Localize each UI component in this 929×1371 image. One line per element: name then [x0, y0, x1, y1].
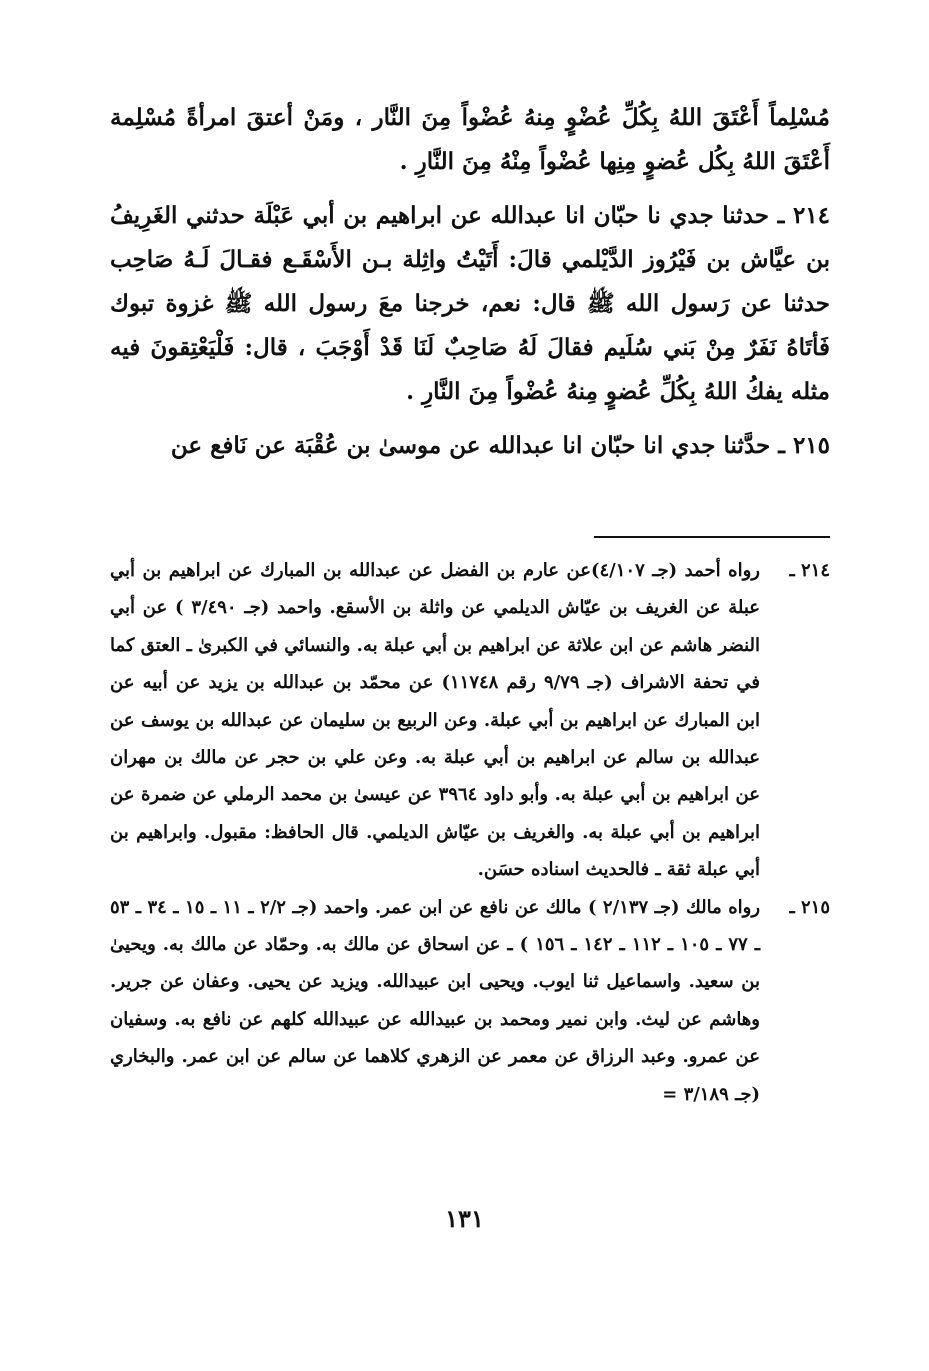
footnotes-section: [110, 552, 830, 1113]
continuation-paragraph: [110, 96, 830, 184]
hadith-214-text: حدثنا جدي نا حبّان انا عبدالله عن ابراهيم بن أبي عَبْلَة حدثني الغَرِيفُ بن عيَّاش بن فَيْرُوز الدَّيْلمي قالَ: أَتَيْتُ واثِلة بـن الأَسْقَـع فقـالَ لَـهُ صَاحِب حدثنا عن رَسول الله ﷺ قال: نعم، خرجنا معَ رسول الله ﷺ غزوة تبوك فَأتَاهُ نَفَرٌ مِنْ بَني سُلَيم فقالَ لَهُ صَاحِبٌ لَنَا قَدْ أَوْجَبَ ، قال: فَلْيَعْتِقونَ فيه مثله يفكُ اللهُ بِكُلِّ عُضوٍ مِنهُ عُضْواً مِنَ النَّارِ .: [110, 202, 830, 405]
footnote-214-text: رواه أحمد (جـ ٤/١٠٧)عن عارم بن الفضل عن عبدالله بن المبارك عن ابراهيم بن أبي عبلة عن الغريف بن عيّاش الديلمي عن واثلة بن الأسقع. واحمد (جـ ٣/٤٩٠ ) عن أبي النضر هاشم عن ابن علاثة عن ابراهيم بن أبي عبلة به. والنسائي في الكبرىٰ ـ العتق كما في تحفة الاشراف (جـ ٩/٧٩ رقم ١١٧٤٨) عن محمّد بن عبدالله بن يزيد عن أبيه عن ابن المبارك عن ابراهيم بن أبي عبلة. وعن الربيع بن سليمان عن عبدالله بن يوسف عن عبدالله بن سالم عن ابراهيم بن أبي عبلة به. وعن علي بن حجر عن مالك بن مهران عن ابراهيم بن أبي عبلة به. وأبو داود ٣٩٦٤ عن عيسىٰ بن محمد الرملي عن ضمرة عن ابراهيم بن أبي عبلة به. والغريف بن عيّاش الديلمي. قال الحافظ: مقبول. وابراهيم بن أبي عبلة ثقة ـ فالحديث اسناده حسَن.: [110, 560, 761, 881]
hadith-214-paragraph: [110, 194, 830, 414]
continuation-text: مُسْلِماً أَعْتَقَ اللهُ بِكُلِّ عُضْوٍ مِنهُ عُضْواً مِنَ النَّار ، ومَنْ أعتقَ امرأةً مُسْلِمة أَعْتَقَ اللهُ بِكُل عُضوٍ مِنِها عُضْواً مِنْهُ مِنَ النَّارِ .: [110, 104, 830, 175]
footnote-divider: [594, 536, 830, 538]
hadith-215-number: ٢١٥ ـ: [778, 432, 830, 459]
main-text-body: [110, 96, 830, 478]
footnote-215-text: رواه مالك (جـ ٢/١٣٧ ) مالك عن نافع عن ابن عمر. واحمد (جـ ٢/٢ ـ ١١ ـ ١٥ ـ ٣٤ ـ ٥٣ ـ ٧٧ ـ ١٠٥ ـ ١١٢ ـ ١٤٢ ـ ١٥٦ ) ـ عن اسحاق عن مالك به. وحمّاد عن مالك به. ويحيىٰ بن سعيد. واسماعيل ثنا ايوب. ويحيى ابن عبيدالله. ويزيد عن يحيى. وعفان عن جرير. وهاشم عن ليث. وابن نمير ومحمد بن عبيدالله عن عبيدالله كلهم عن نافع به. وسفيان عن عمرو. وعبد الرزاق عن معمر عن الزهري كلاهما عن سالم عن ابن عمر. والبخاري (جـ ٣/١٨٩ =: [110, 896, 761, 1105]
footnote-215: [110, 889, 830, 1113]
hadith-215-text: حدَّثنا جدي انا حبّان انا عبدالله عن موسىٰ بن عُقْبَة عن نَافع عن: [170, 432, 771, 459]
footnote-215-number: ٢١٥ ـ: [789, 896, 830, 918]
page-number: ١٣١: [445, 1204, 484, 1233]
hadith-214-number: ٢١٤ ـ: [777, 202, 830, 229]
footnote-214: [110, 552, 830, 889]
footnote-214-number: ٢١٤ ـ: [789, 560, 830, 581]
hadith-215-paragraph: [110, 424, 830, 468]
